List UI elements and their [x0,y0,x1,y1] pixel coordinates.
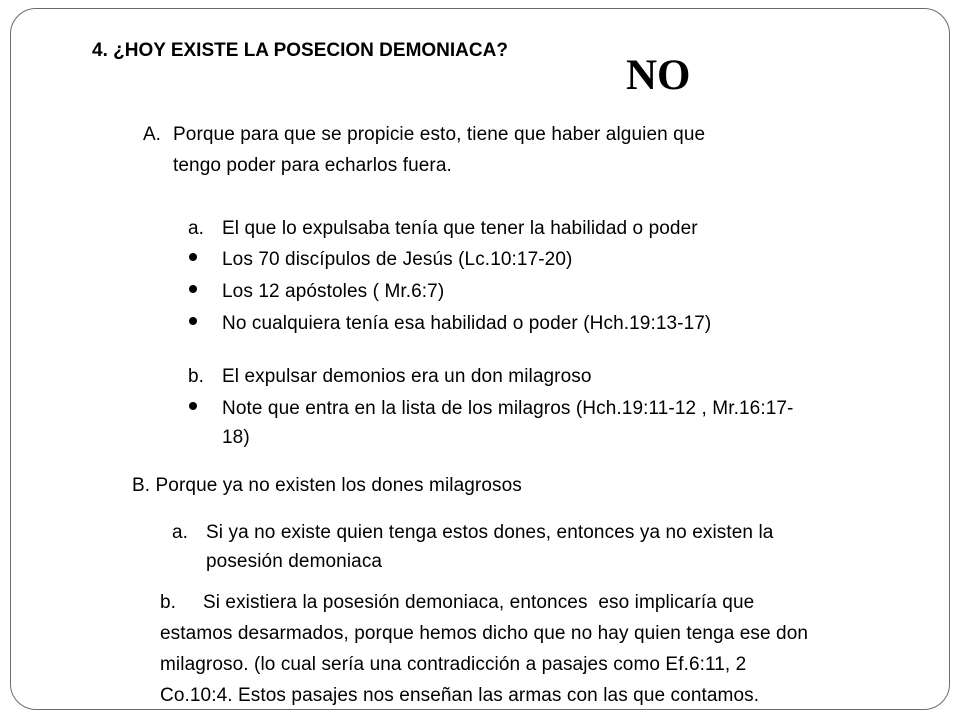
point-b-sub-b-line-1: b. Si existiera la posesión demoniaca, entonces eso implicaría que [160,592,755,613]
point-a-line-1: Porque para que se propicie esto, tiene que haber alguien que [173,124,706,145]
point-b-sub-b-line-2: estamos desarmados, porque hemos dicho que no hay quien tenga ese don [160,623,809,644]
bullet-dot-icon [189,402,197,410]
sub-a-bullet-1: Los 70 discípulos de Jesús (Lc.10:17-20) [222,249,573,270]
sub-b-bullet-line-2: 18) [222,427,250,448]
sub-a-marker: a. [188,218,204,239]
bullet-dot-icon [189,317,197,325]
point-b-sub-a-line-1: Si ya no existe quien tenga estos dones, entonces ya no existen la [206,522,774,543]
slide-heading: 4. ¿HOY EXISTE LA POSECION DEMONIACA? [92,40,508,61]
sub-b-marker: b. [188,366,204,387]
point-a-marker: A. [143,124,161,145]
point-b-sub-b-line-3: milagroso. (lo cual sería una contradicción a pasajes como Ef.6:11, 2 [160,654,747,675]
point-b-sub-a-line-2: posesión demoniaca [206,551,383,572]
bullet-dot-icon [189,285,197,293]
point-b-sub-b-line-4: Co.10:4. Estos pasajes nos enseñan las armas con las que contamos. [160,685,760,706]
answer-no: NO [626,52,691,99]
point-b-text: B. Porque ya no existen los dones milagrosos [132,475,522,496]
sub-a-bullet-2: Los 12 apóstoles ( Mr.6:7) [222,281,445,302]
sub-b-bullet-line-1: Note que entra en la lista de los milagros (Hch.19:11-12 , Mr.16:17- [222,398,794,419]
sub-a-bullet-3: No cualquiera tenía esa habilidad o poder (Hch.19:13-17) [222,313,712,334]
bullet-dot-icon [189,253,197,261]
sub-a-text: El que lo expulsaba tenía que tener la habilidad o poder [222,218,698,239]
sub-b-text: El expulsar demonios era un don milagroso [222,366,592,387]
point-a-line-2: tengo poder para echarlos fuera. [173,155,452,176]
point-b-sub-a-marker: a. [172,522,188,543]
